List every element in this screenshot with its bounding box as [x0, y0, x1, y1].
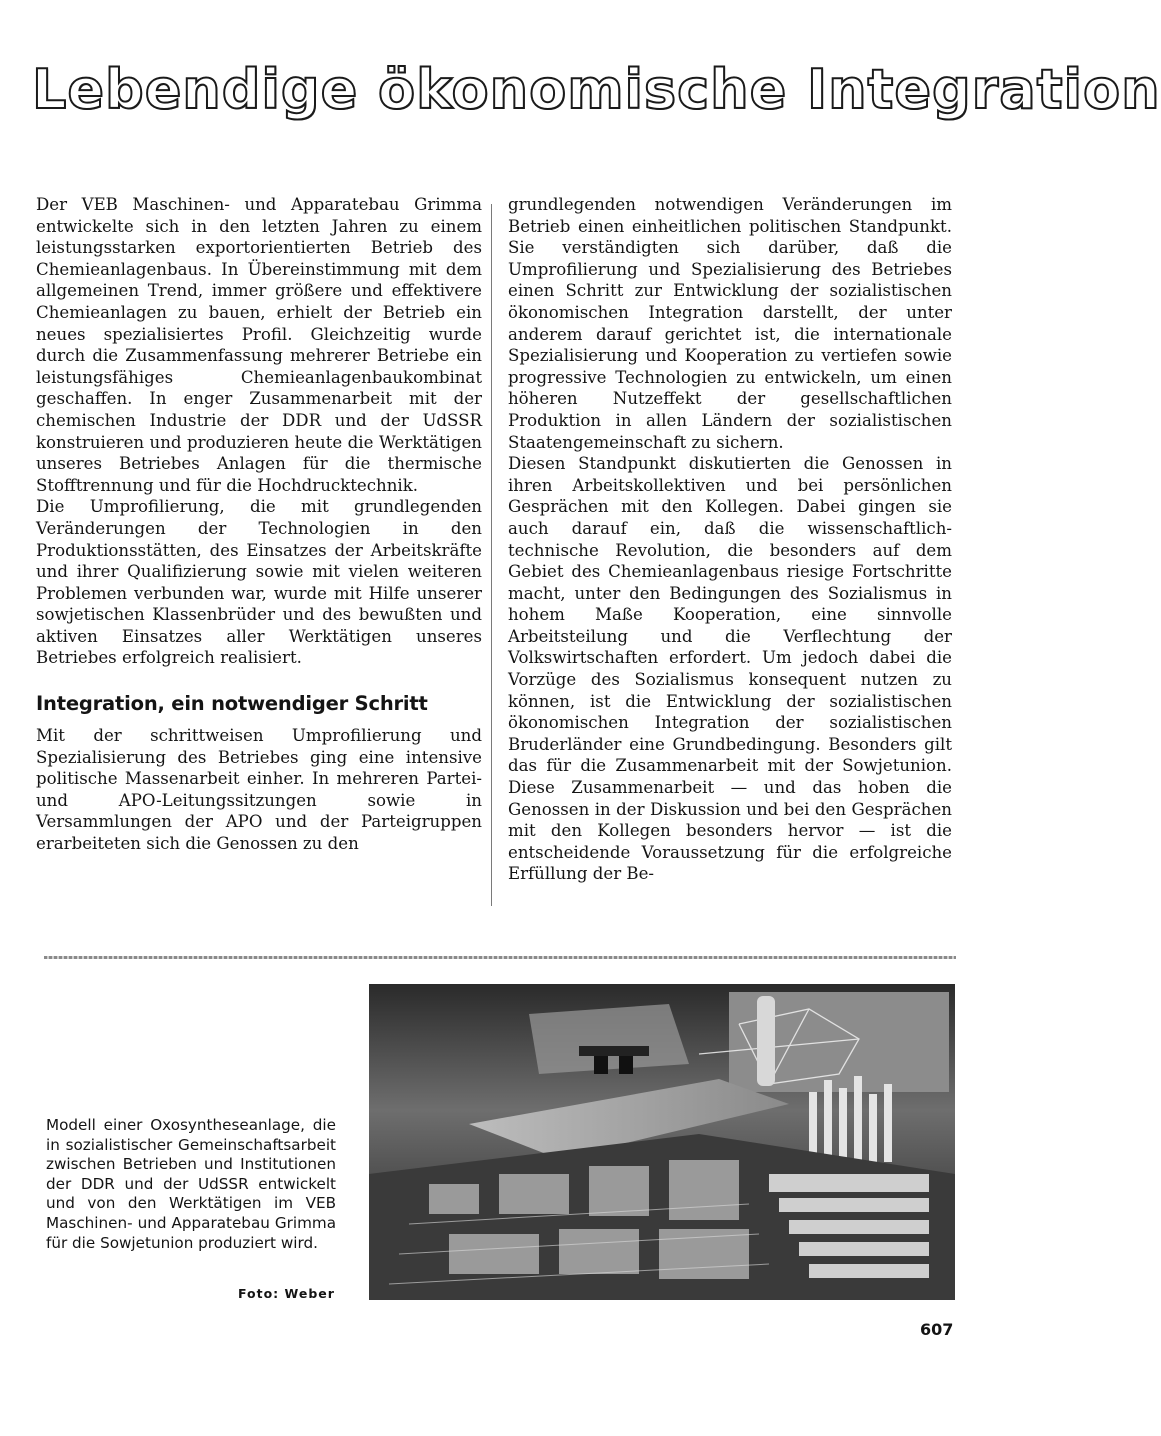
left-column: [36, 194, 482, 855]
paragraph: Der VEB Maschinen- und Apparatebau Grimma entwickelte sich in den letzten Jahren zu einem leistungsstarken exportorientierten Betrieb des Chemieanlagenbaus. In Übereinstimmung mit dem allgemeinen Trend, immer größere und effektivere Chemieanlagen zu bauen, erhielt der Betrieb ein neues spezialisiertes Profil. Gleichzeitig wurde durch die Zusammenfassung mehrerer Betriebe ein leistungsfähiges Chemieanlagenbaukombinat geschaffen. In enger Zusammenarbeit mit der chemischen Industrie der DDR und der UdSSR konstruieren und produzieren heute die Werktätigen unseres Betriebes Anlagen für die thermische Stofftrennung und für die Hochdrucktechnik.: [36, 195, 482, 495]
model-photo: [369, 984, 955, 1300]
paragraph: Mit der schrittweisen Umprofilierung und Spezialisierung des Betriebes ging eine intensive politische Massenarbeit einher. In mehreren Partei- und APO-Leitungssitzungen sowie in Versammlungen der APO und der Parteigruppen erarbeiteten sich die Genossen zu den: [36, 726, 482, 854]
paragraph: Die Umprofilierung, die mit grundlegenden Veränderungen der Technologien in den Produktionsstätten, des Einsatzes der Arbeitskräfte und ihrer Qualifizierung sowie mit vielen weiteren Problemen verbunden war, wurde mit Hilfe unserer sowjetischen Klassenbrüder und des bewußten und aktiven Einsatzes aller Werktätigen unseres Betriebes erfolgreich realisiert.: [36, 497, 482, 668]
plant-model-image: [369, 984, 955, 1300]
column-divider: [491, 204, 492, 906]
page-number: 607: [920, 1320, 954, 1339]
photo-credit: Foto: Weber: [238, 1286, 335, 1301]
headline: Lebendige ökonomische Integration: [32, 58, 1161, 121]
figure-caption: Modell einer Oxosyntheseanlage, die in sozialistischer Gemeinschaftsarbeit zwischen Betrieben und Institutionen der DDR und der UdSSR entwickelt und von den Werktätigen im VEB Maschinen- und Apparatebau Grimma für die Sowjetunion produziert wird.: [46, 1116, 336, 1252]
paragraph: Diesen Standpunkt diskutierten die Genossen in ihren Arbeitskollektiven und bei persönlichen Gesprächen mit den Kollegen. Dabei gingen sie auch darauf ein, daß die wissenschaftlich-technische Revolution, die besonders auf dem Gebiet des Chemieanlagenbaus riesige Fortschritte macht, unter den Bedingungen des Sozialismus in hohem Maße Kooperation, eine sinnvolle Arbeitsteilung und die Verflechtung der Volkswirtschaften erfordert. Um jedoch dabei die Vorzüge des Sozialismus konsequent nutzen zu können, ist die Entwicklung der sozialistischen ökonomischen Integration der sozialistischen Bruderländer eine Grundbedingung. Besonders gilt das für die Zusammenarbeit mit der Sowjetunion. Diese Zusammenarbeit — und das hoben die Genossen in der Diskussion und bei den Gesprächen mit den Kollegen besonders hervor — ist die entscheidende Voraussetzung für die erfolgreiche Erfüllung der Be-: [508, 454, 952, 884]
subheading: Integration, ein notwendiger Schritt: [36, 692, 428, 716]
section-rule: [44, 956, 956, 959]
right-column: [508, 194, 952, 885]
paragraph: grundlegenden notwendigen Veränderungen im Betrieb einen einheitlichen politischen Standpunkt. Sie verständigten sich darüber, daß die Umprofilierung und Spezialisierung des Betriebes einen Schritt zur Entwicklung der sozialistischen ökonomischen Integration darstellt, der unter anderem darauf gerichtet ist, die internationale Spezialisierung und Kooperation zu vertiefen sowie progressive Technologien zu entwickeln, um einen höheren Nutzeffekt der gesellschaftlichen Produktion in allen Ländern der sozialistischen Staatengemeinschaft zu sichern.: [508, 195, 952, 452]
